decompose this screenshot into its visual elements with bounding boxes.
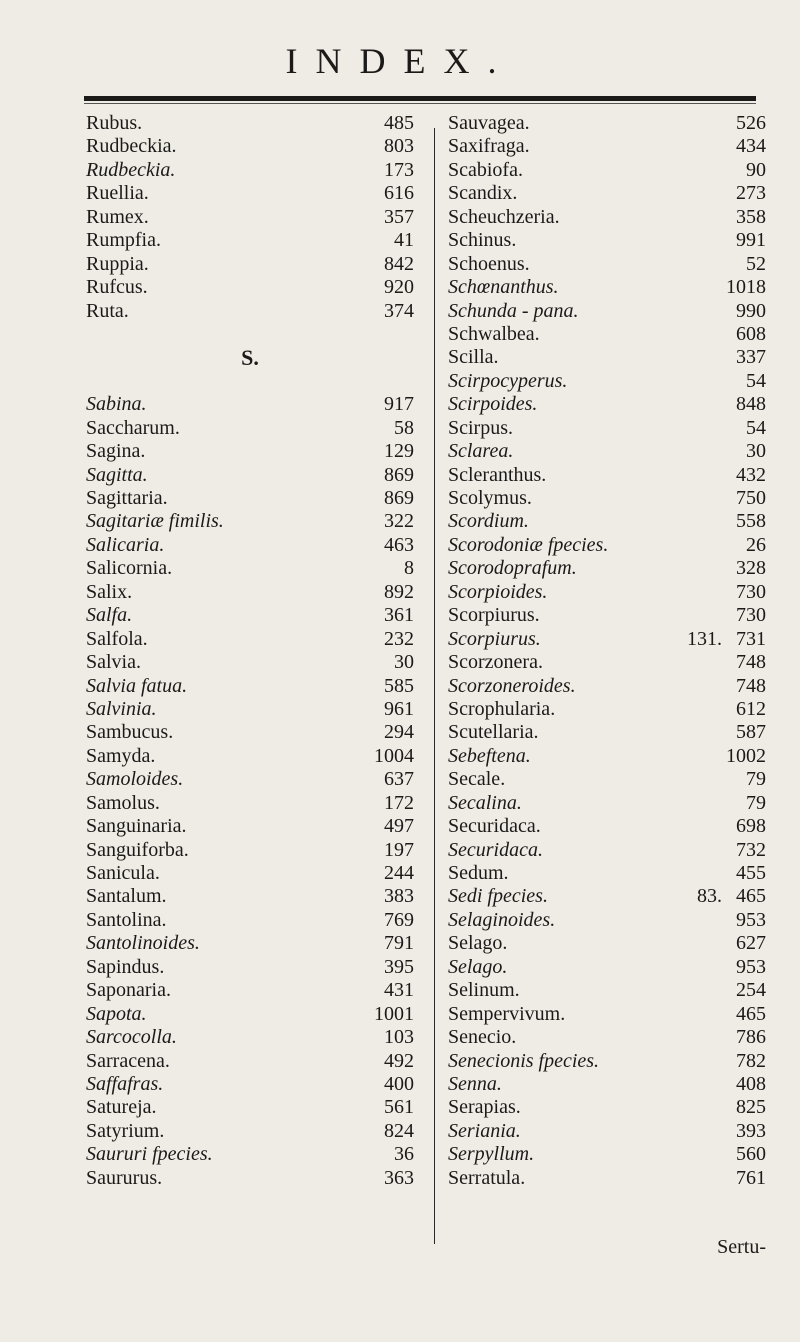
index-column-right (448, 112, 766, 1190)
index-entry (448, 464, 766, 487)
entry-page-number: 358 (736, 205, 766, 228)
entry-name: Scorodoprafum. (448, 557, 577, 580)
entry-name: Sarcocolla. (86, 1026, 177, 1049)
entry-page-number: 791 (384, 932, 414, 955)
index-entry (448, 675, 766, 698)
entry-name: Sedum. (448, 862, 509, 884)
index-entry (86, 253, 414, 276)
index-entry (448, 487, 766, 510)
entry-page-number: 79 (746, 791, 766, 814)
entry-page-number: 52 (746, 252, 766, 275)
index-entry (86, 651, 414, 674)
entry-name: Sempervivum. (448, 1002, 566, 1025)
index-entry (448, 979, 766, 1002)
entry-page-number: 848 (736, 393, 766, 416)
entry-page-number: 361 (384, 604, 414, 627)
index-entry (86, 1073, 414, 1096)
index-entry (448, 229, 766, 252)
index-entry (448, 698, 766, 721)
index-entry (448, 1050, 766, 1073)
index-entry (86, 464, 414, 487)
entry-name: Sagitariæ fimilis. (86, 510, 224, 533)
entry-name: Rudbeckia. (86, 135, 177, 158)
entry-page-number: 129 (384, 440, 414, 463)
entry-page-number: 254 (736, 979, 766, 1002)
entry-name: Rumex. (86, 205, 149, 228)
entry-name: Sapota. (86, 1002, 147, 1025)
index-entry (86, 885, 414, 908)
index-entry (448, 417, 766, 440)
index-entry (448, 300, 766, 323)
entry-name: Senecio. (448, 1026, 517, 1049)
entry-page-number: 1001 (374, 1002, 414, 1025)
index-entry (448, 815, 766, 838)
entry-page-number: 558 (736, 510, 766, 533)
index-entry (86, 1120, 414, 1143)
entry-page-number: 8 (404, 557, 414, 580)
index-entry (448, 1120, 766, 1143)
entry-name: Schwalbea. (448, 322, 540, 345)
entry-name: Ruta. (86, 299, 129, 322)
index-entry (86, 440, 414, 463)
index-entry (86, 675, 414, 698)
entry-name: Salix. (86, 580, 133, 603)
entry-name: Scorpiurus. (448, 627, 541, 650)
entry-name: Samyda. (86, 744, 156, 767)
entry-name: Secalina. (448, 791, 522, 814)
index-entry (86, 1050, 414, 1073)
entry-page-number: 408 (736, 1072, 766, 1095)
entry-page-number: 750 (736, 487, 766, 509)
entry-page-number: 825 (736, 1096, 766, 1119)
entry-name: Scleranthus. (448, 463, 547, 486)
entry-name: Scirpus. (448, 416, 513, 439)
index-entry (448, 534, 766, 557)
entry-page-number: 30 (746, 440, 766, 463)
entry-name: Selago. (448, 932, 508, 955)
entry-page-number: 400 (384, 1072, 414, 1095)
entry-page-number: 36 (394, 1143, 414, 1166)
entry-page-number: 769 (384, 908, 414, 931)
index-entry (448, 510, 766, 533)
entry-page-number: 54 (746, 416, 766, 439)
entry-page-number: 869 (384, 487, 414, 509)
entry-page-number: 58 (394, 416, 414, 439)
entry-name: Satureja. (86, 1096, 157, 1119)
entry-name: Schoenus. (448, 252, 530, 275)
entry-name: Schœnanthus. (448, 276, 559, 299)
entry-name: Selaginoides. (448, 908, 556, 931)
index-entry (86, 393, 414, 416)
entry-name: Sambucus. (86, 721, 174, 744)
index-entry (86, 135, 414, 158)
entry-page-number: 732 (736, 838, 766, 861)
index-entry (448, 1096, 766, 1119)
entry-page-number: 917 (384, 393, 414, 416)
entry-page-number: 463 (384, 533, 414, 556)
entry-name: Santolina. (86, 908, 167, 931)
column-divider (434, 128, 435, 1244)
entry-page-number: 560 (736, 1143, 766, 1166)
index-entry (86, 510, 414, 533)
entry-page-number: 782 (736, 1049, 766, 1072)
entry-extra-page: 83. (697, 885, 722, 908)
entry-name: Sanguinaria. (86, 815, 187, 838)
index-entry (448, 346, 766, 369)
index-entry (448, 885, 766, 908)
index-entry (448, 557, 766, 580)
entry-name: Seriania. (448, 1119, 521, 1142)
entry-name: Senecionis fpecies. (448, 1049, 600, 1072)
entry-page-number: 103 (384, 1026, 414, 1049)
header-rule-thin (84, 103, 756, 104)
entry-name: Securidaca. (448, 838, 543, 861)
entry-page-number: 465 (736, 1002, 766, 1025)
entry-page-number: 627 (736, 932, 766, 955)
blank-row (86, 323, 414, 346)
entry-page-number: 54 (746, 369, 766, 392)
entry-name: Secale. (448, 768, 506, 791)
index-entry (448, 792, 766, 815)
index-entry (448, 370, 766, 393)
index-entry (448, 159, 766, 182)
entry-name: Samoloides. (86, 768, 184, 791)
index-entry (448, 253, 766, 276)
entry-page-number: 322 (384, 510, 414, 533)
index-entry (86, 159, 414, 182)
entry-page-number: 244 (384, 862, 414, 884)
index-entry (86, 956, 414, 979)
entry-name: Sapindus. (86, 955, 165, 978)
entry-page-number: 842 (384, 252, 414, 275)
entry-page-number: 363 (384, 1166, 414, 1189)
entry-name: Sagitta. (86, 463, 148, 486)
entry-page-number: 730 (736, 580, 766, 603)
index-entry (86, 698, 414, 721)
index-entry (86, 792, 414, 815)
entry-name: Scheuchzeria. (448, 205, 560, 228)
entry-name: Ruellia. (86, 182, 149, 205)
entry-page-number: 748 (736, 674, 766, 697)
entry-page-number: 824 (384, 1119, 414, 1142)
entry-page-number: 41 (394, 229, 414, 252)
entry-page-number: 431 (384, 979, 414, 1002)
entry-page-number: 357 (384, 205, 414, 228)
entry-name: Sclarea. (448, 440, 514, 463)
index-column-left (86, 112, 414, 1190)
entry-page-number: 172 (384, 791, 414, 814)
entry-name: Scabiofa. (448, 158, 523, 181)
entry-name: Santolinoides. (86, 932, 200, 955)
index-entry (448, 1167, 766, 1190)
index-entry (448, 1026, 766, 1049)
index-entry (448, 135, 766, 158)
catchword: Sertu- (717, 1236, 766, 1258)
entry-name: Santalum. (86, 885, 167, 908)
index-entry (86, 932, 414, 955)
entry-page-number: 26 (746, 533, 766, 556)
entry-name: Saponaria. (86, 979, 171, 1002)
entry-page-number: 786 (736, 1026, 766, 1049)
index-entry (86, 768, 414, 791)
entry-name: Salfola. (86, 627, 148, 650)
index-entry (448, 276, 766, 299)
entry-page-number: 748 (736, 651, 766, 674)
entry-page-number: 731 (736, 627, 766, 650)
entry-name: Scutellaria. (448, 721, 539, 744)
entry-name: Serapias. (448, 1096, 521, 1119)
index-entry (448, 581, 766, 604)
blank-row (86, 370, 414, 393)
entry-name: Scandix. (448, 182, 518, 205)
entry-page-number: 961 (384, 697, 414, 720)
entry-name: Scolymus. (448, 487, 532, 509)
index-entry (86, 1143, 414, 1166)
entry-name: Scordium. (448, 510, 529, 533)
index-entry (448, 721, 766, 744)
entry-name: Salvia. (86, 651, 141, 674)
index-entry (448, 206, 766, 229)
entry-name: Satyrium. (86, 1119, 165, 1142)
index-entry (86, 417, 414, 440)
entry-page-number: 432 (736, 463, 766, 486)
entry-page-number: 1004 (374, 744, 414, 767)
entry-name: Sanicula. (86, 862, 160, 884)
index-entry (448, 932, 766, 955)
header-rule (84, 96, 756, 101)
entry-page-number: 585 (384, 674, 414, 697)
entry-name: Rudbeckia. (86, 158, 176, 181)
entry-page-number: 761 (736, 1166, 766, 1189)
entry-page-number: 587 (736, 721, 766, 744)
index-entry (86, 1096, 414, 1119)
entry-name: Sabina. (86, 393, 147, 416)
entry-name: Scirpocyperus. (448, 369, 568, 392)
index-entry (448, 651, 766, 674)
index-entry (86, 628, 414, 651)
entry-name: Scilla. (448, 346, 499, 369)
entry-page-number: 273 (736, 182, 766, 205)
entry-name: Saffafras. (86, 1072, 164, 1095)
entry-page-number: 455 (736, 862, 766, 884)
entry-page-number: 637 (384, 768, 414, 791)
entry-page-number: 492 (384, 1049, 414, 1072)
entry-name: Rubus. (86, 112, 143, 134)
entry-page-number: 337 (736, 346, 766, 369)
index-entry (86, 979, 414, 1002)
index-entry (448, 323, 766, 346)
entry-name: Samolus. (86, 791, 160, 814)
section-letter-label: S. (241, 345, 259, 371)
index-entry (448, 768, 766, 791)
entry-name: Scorodoniæ fpecies. (448, 533, 609, 556)
entry-name: Sedi fpecies. (448, 885, 548, 908)
entry-name: Securidaca. (448, 815, 541, 838)
entry-page-number: 953 (736, 955, 766, 978)
entry-name: Salicornia. (86, 557, 173, 580)
entry-name: Scorpiurus. (448, 604, 540, 627)
entry-page-number: 803 (384, 135, 414, 158)
index-entry (86, 1003, 414, 1026)
index-entry (448, 604, 766, 627)
entry-page-number: 383 (384, 885, 414, 908)
entry-page-number: 294 (384, 721, 414, 744)
entry-extra-page: 131. (687, 627, 722, 650)
index-entry (86, 862, 414, 885)
entry-name: Senna. (448, 1072, 502, 1095)
entry-name: Saururus. (86, 1166, 163, 1189)
index-entry (448, 628, 766, 651)
entry-page-number: 990 (736, 299, 766, 322)
index-entry (448, 393, 766, 416)
entry-name: Salvia fatua. (86, 674, 188, 697)
index-entry (86, 229, 414, 252)
entry-page-number: 1018 (726, 276, 766, 299)
index-entry (448, 745, 766, 768)
entry-name: Sagittaria. (86, 487, 168, 509)
entry-page-number: 197 (384, 838, 414, 861)
entry-page-number: 561 (384, 1096, 414, 1119)
index-entry (86, 300, 414, 323)
entry-page-number: 393 (736, 1119, 766, 1142)
entry-name: Sanguiforba. (86, 838, 189, 861)
entry-name: Scorzoneroides. (448, 674, 576, 697)
index-entry (86, 112, 414, 135)
entry-name: Salicaria. (86, 533, 165, 556)
entry-page-number: 953 (736, 908, 766, 931)
index-entry (448, 862, 766, 885)
entry-name: Schinus. (448, 229, 517, 252)
entry-name: Selago. (448, 955, 508, 978)
entry-name: Scrophularia. (448, 697, 556, 720)
entry-name: Scirpoides. (448, 393, 538, 416)
index-entry (86, 276, 414, 299)
index-entry (448, 839, 766, 862)
entry-page-number: 328 (736, 557, 766, 580)
index-entry (86, 557, 414, 580)
index-entry (86, 1026, 414, 1049)
entry-name: Saccharum. (86, 416, 180, 439)
entry-name: Sarracena. (86, 1049, 170, 1072)
entry-name: Schunda - pana. (448, 299, 579, 322)
entry-name: Scorzonera. (448, 651, 543, 674)
entry-page-number: 395 (384, 955, 414, 978)
entry-page-number: 1002 (726, 744, 766, 767)
entry-name: Saururi fpecies. (86, 1143, 213, 1166)
index-entry (448, 1073, 766, 1096)
entry-page-number: 920 (384, 276, 414, 299)
index-entry (448, 440, 766, 463)
index-entry (86, 815, 414, 838)
page-title: INDEX. (285, 41, 515, 81)
entry-page-number: 485 (384, 112, 414, 134)
index-entry (86, 1167, 414, 1190)
entry-page-number: 465 (736, 885, 766, 908)
entry-name: Rufcus. (86, 276, 148, 299)
index-entry (86, 721, 414, 744)
index-entry (86, 182, 414, 205)
entry-page-number: 616 (384, 182, 414, 205)
index-entry (86, 909, 414, 932)
section-letter (86, 346, 414, 369)
index-entry (86, 604, 414, 627)
entry-name: Scorpioides. (448, 580, 548, 603)
index-entry (448, 182, 766, 205)
index-entry (86, 839, 414, 862)
entry-name: Salfa. (86, 604, 133, 627)
entry-page-number: 698 (736, 815, 766, 838)
entry-page-number: 232 (384, 627, 414, 650)
index-entry (86, 581, 414, 604)
entry-page-number: 173 (384, 158, 414, 181)
entry-page-number: 608 (736, 322, 766, 345)
index-entry (86, 745, 414, 768)
entry-page-number: 612 (736, 697, 766, 720)
entry-name: Rumpfia. (86, 229, 161, 252)
entry-name: Sebeftena. (448, 744, 531, 767)
entry-name: Ruppia. (86, 252, 149, 275)
entry-page-number: 892 (384, 580, 414, 603)
entry-page-number: 434 (736, 135, 766, 158)
index-entry (448, 956, 766, 979)
entry-name: Salvinia. (86, 697, 157, 720)
index-entry (448, 1143, 766, 1166)
entry-page-number: 526 (736, 112, 766, 134)
entry-page-number: 374 (384, 299, 414, 322)
entry-page-number: 30 (394, 651, 414, 674)
entry-name: Selinum. (448, 979, 520, 1002)
index-entry (86, 206, 414, 229)
entry-name: Serpyllum. (448, 1143, 535, 1166)
entry-name: Sauvagea. (448, 112, 530, 134)
index-entry (86, 487, 414, 510)
entry-name: Sagina. (86, 440, 146, 463)
entry-page-number: 90 (746, 158, 766, 181)
entry-page-number: 730 (736, 604, 766, 627)
entry-page-number: 869 (384, 463, 414, 486)
index-entry (448, 1003, 766, 1026)
index-entry (448, 112, 766, 135)
entry-name: Serratula. (448, 1166, 526, 1189)
index-entry (86, 534, 414, 557)
entry-page-number: 991 (736, 229, 766, 252)
entry-page-number: 497 (384, 815, 414, 838)
entry-page-number: 79 (746, 768, 766, 791)
index-entry (448, 909, 766, 932)
entry-name: Saxifraga. (448, 135, 530, 158)
